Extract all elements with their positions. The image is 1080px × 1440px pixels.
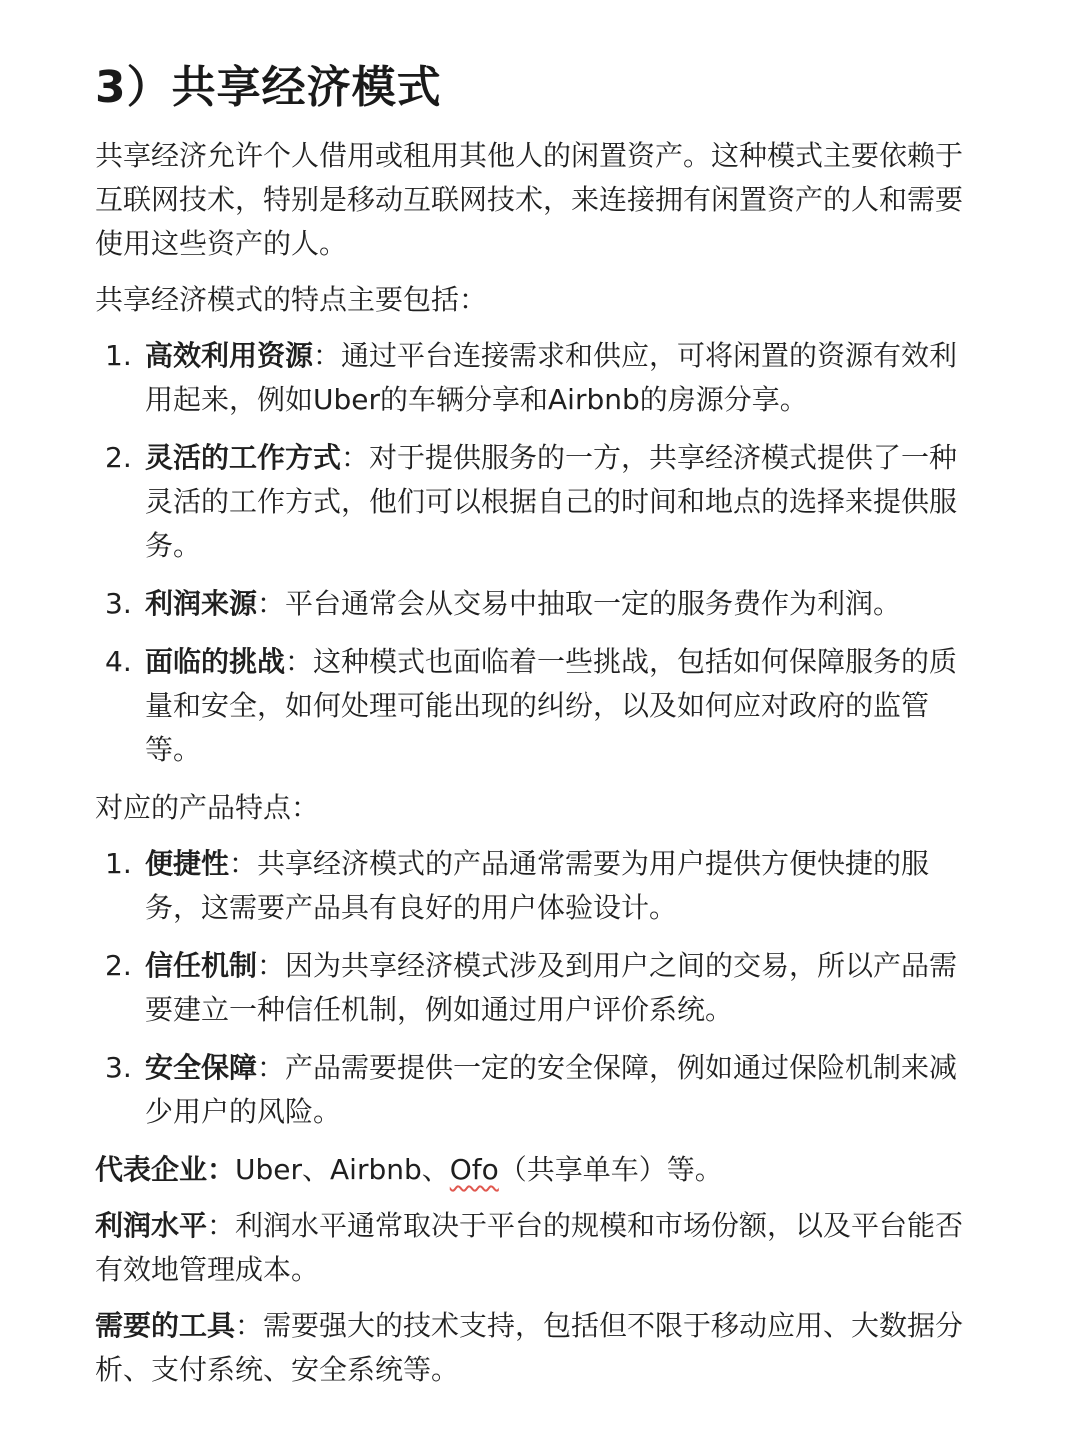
list-number: 3. — [105, 1051, 132, 1084]
document-page — [95, 58, 965, 1404]
spellcheck-word: Ofo — [449, 1153, 499, 1186]
list-text: ：共享经济模式的产品通常需要为用户提供方便快捷的服务，这需要产品具有良好的用户体验设计。 — [145, 847, 930, 924]
companies-term: 代表企业： — [95, 1153, 236, 1186]
list-term: 安全保障 — [145, 1051, 258, 1084]
list-text: ：通过平台连接需求和供应，可将闲置的资源有效利用起来，例如Uber的车辆分享和Airbnb的房源分享。 — [145, 339, 958, 416]
list-term: 面临的挑战 — [145, 645, 286, 678]
list-text: ：因为共享经济模式涉及到用户之间的交易，所以产品需要建立一种信任机制，例如通过用户评价系统。 — [145, 949, 958, 1026]
list-number: 3. — [105, 587, 132, 620]
list-text: ：产品需要提供一定的安全保障，例如通过保险机制来减少用户的风险。 — [145, 1051, 958, 1128]
list-item — [95, 842, 965, 930]
list-item — [95, 1046, 965, 1134]
list-number: 2. — [105, 949, 132, 982]
tools-text: ：需要强大的技术支持，包括但不限于移动应用、大数据分析、支付系统、安全系统等。 — [95, 1309, 964, 1386]
list-number: 4. — [105, 645, 132, 678]
profit-term: 利润水平 — [95, 1209, 208, 1242]
list-text: ：这种模式也面临着一些挑战，包括如何保障服务的质量和安全，如何处理可能出现的纠纷，以及如何应对政府的监管等。 — [145, 645, 958, 766]
list-number: 2. — [105, 441, 132, 474]
profit-paragraph — [95, 1204, 965, 1292]
product-heading: 对应的产品特点： — [95, 791, 320, 824]
tools-term: 需要的工具 — [95, 1309, 236, 1342]
list-term: 信任机制 — [145, 949, 258, 982]
tools-paragraph — [95, 1304, 965, 1392]
list-text: ：对于提供服务的一方，共享经济模式提供了一种灵活的工作方式，他们可以根据自己的时间和地点的选择来提供服务。 — [145, 441, 958, 562]
list-number: 1. — [105, 339, 132, 372]
list-term: 高效利用资源 — [145, 339, 314, 372]
list-item — [95, 334, 965, 422]
list-item — [95, 944, 965, 1032]
list-text: ：平台通常会从交易中抽取一定的服务费作为利润。 — [257, 587, 902, 620]
companies-text: Uber、Airbnb、 — [235, 1153, 450, 1186]
companies-paragraph — [95, 1148, 965, 1192]
product-features-list — [95, 842, 965, 1134]
list-item — [95, 582, 965, 626]
list-term: 灵活的工作方式 — [145, 441, 342, 474]
list-term: 利润来源 — [145, 587, 258, 620]
list-item — [95, 436, 965, 568]
features-list — [95, 334, 965, 772]
list-term: 便捷性 — [145, 847, 230, 880]
page-title: 3）共享经济模式 — [95, 62, 442, 113]
list-item — [95, 640, 965, 772]
features-heading: 共享经济模式的特点主要包括： — [95, 283, 488, 316]
list-number: 1. — [105, 847, 132, 880]
intro-paragraph: 共享经济允许个人借用或租用其他人的闲置资产。这种模式主要依赖于互联网技术，特别是移动互联网技术，来连接拥有闲置资产的人和需要使用这些资产的人。 — [95, 139, 964, 260]
profit-text: ：利润水平通常取决于平台的规模和市场份额，以及平台能否有效地管理成本。 — [95, 1209, 964, 1286]
companies-text-end: （共享单车）等。 — [498, 1153, 723, 1186]
